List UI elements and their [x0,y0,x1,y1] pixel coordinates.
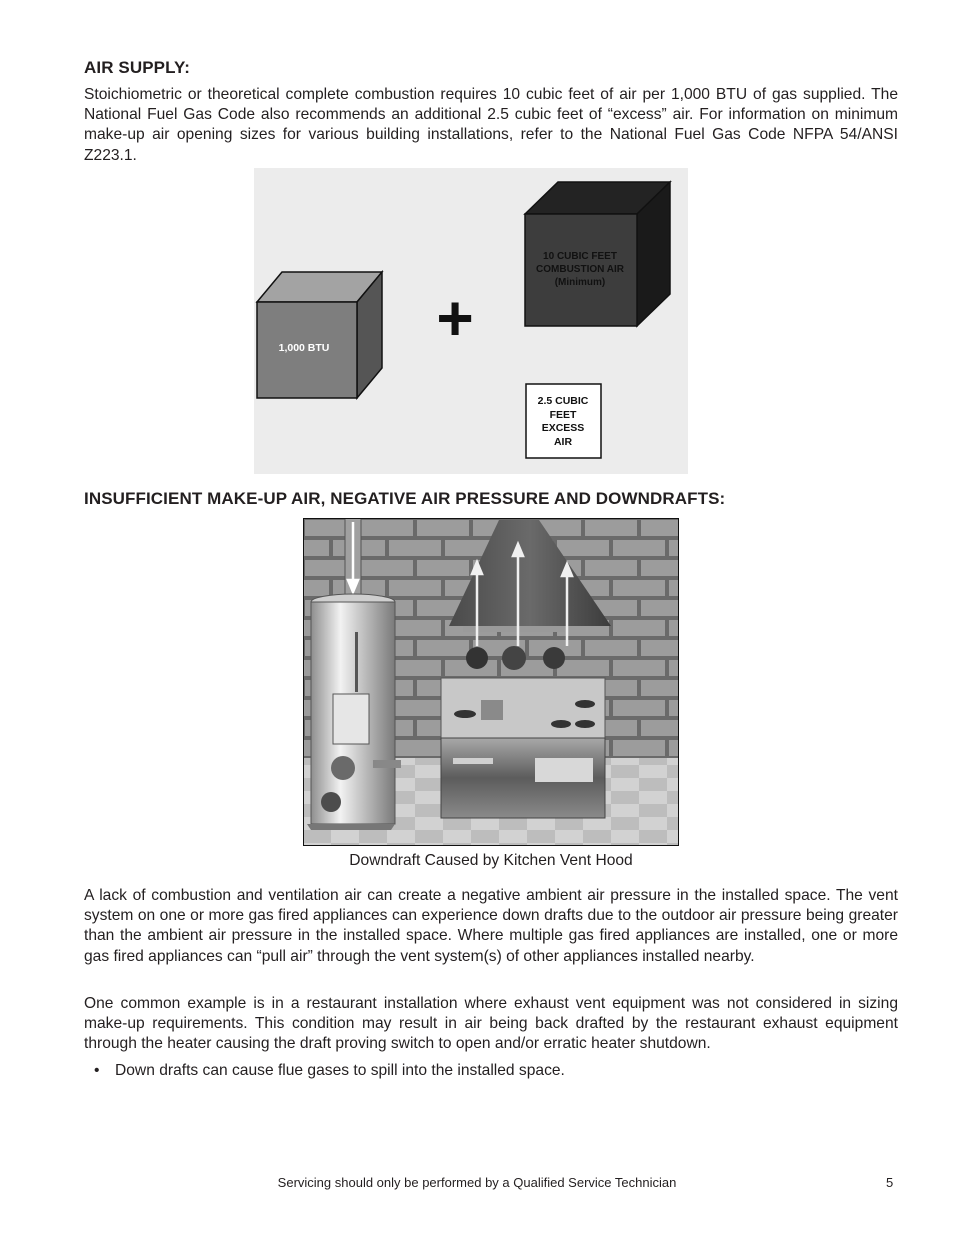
negative-pressure-paragraph: A lack of combustion and ventilation air can create a negative ambient air pressure in the installed space. The vent system on one or more gas fired appliances can experience down drafts due to the outdoor air pressure being greater than the ambient air pressure in the installed space. Where multiple gas fired appliances are installed, one or more gas fired appliances can “pull air” through the vent system(s) of other appliances installed nearby. [84,887,898,965]
excess-line-3: EXCESS [541,422,585,434]
btu-cube [257,272,382,398]
excess-line-4: AIR [553,436,573,448]
combustion-line-3: (Minimum) [554,277,606,288]
combustion-line-1: 10 CUBIC FEET [543,251,617,262]
combustion-air-diagram [254,168,688,474]
figure-caption: Downdraft Caused by Kitchen Vent Hood [349,852,633,869]
excess-line-1: 2.5 CUBIC [537,395,589,407]
insufficient-air-heading: INSUFFICIENT MAKE-UP AIR, NEGATIVE AIR PRESSURE AND DOWNDRAFTS: [84,489,726,508]
bullet-list-item [94,1062,565,1080]
air-supply-paragraph: Stoichiometric or theoretical complete combustion requires 10 cubic feet of air per 1,000 BTU of gas supplied. The National Fuel Gas Code also recommends an additional 2.5 cubic feet of “excess” air. For information on minimum make-up air opening sizes for various building installations, refer to the National Fuel Gas Code NFPA 54/ANSI Z223.1. [84,86,898,164]
excess-line-2: FEET [549,409,577,421]
downdraft-illustration [303,518,679,846]
restaurant-example-paragraph: One common example is in a restaurant installation where exhaust vent equipment was not considered in sizing make-up requirements. This condition may result in air being back drafted by the restaurant exhaust equipment through the heater causing the draft proving switch to open and/or erratic heater shutdown. [84,995,898,1053]
kitchen-range [441,678,605,818]
water-heater [307,594,401,830]
plus-sign: + [436,282,474,354]
bullet-text: Down drafts can cause flue gases to spill into the installed space. [115,1062,565,1079]
excess-air-box [526,384,601,458]
bullet-marker: • [94,1062,100,1079]
air-supply-heading: AIR SUPPLY: [84,58,190,77]
footer-text: Servicing should only be performed by a Qualified Service Technician [277,1175,677,1190]
combustion-air-cube [525,182,670,326]
btu-label: 1,000 BTU [278,342,330,354]
page-number: 5 [886,1175,894,1190]
combustion-line-2: COMBUSTION AIR [536,264,624,275]
